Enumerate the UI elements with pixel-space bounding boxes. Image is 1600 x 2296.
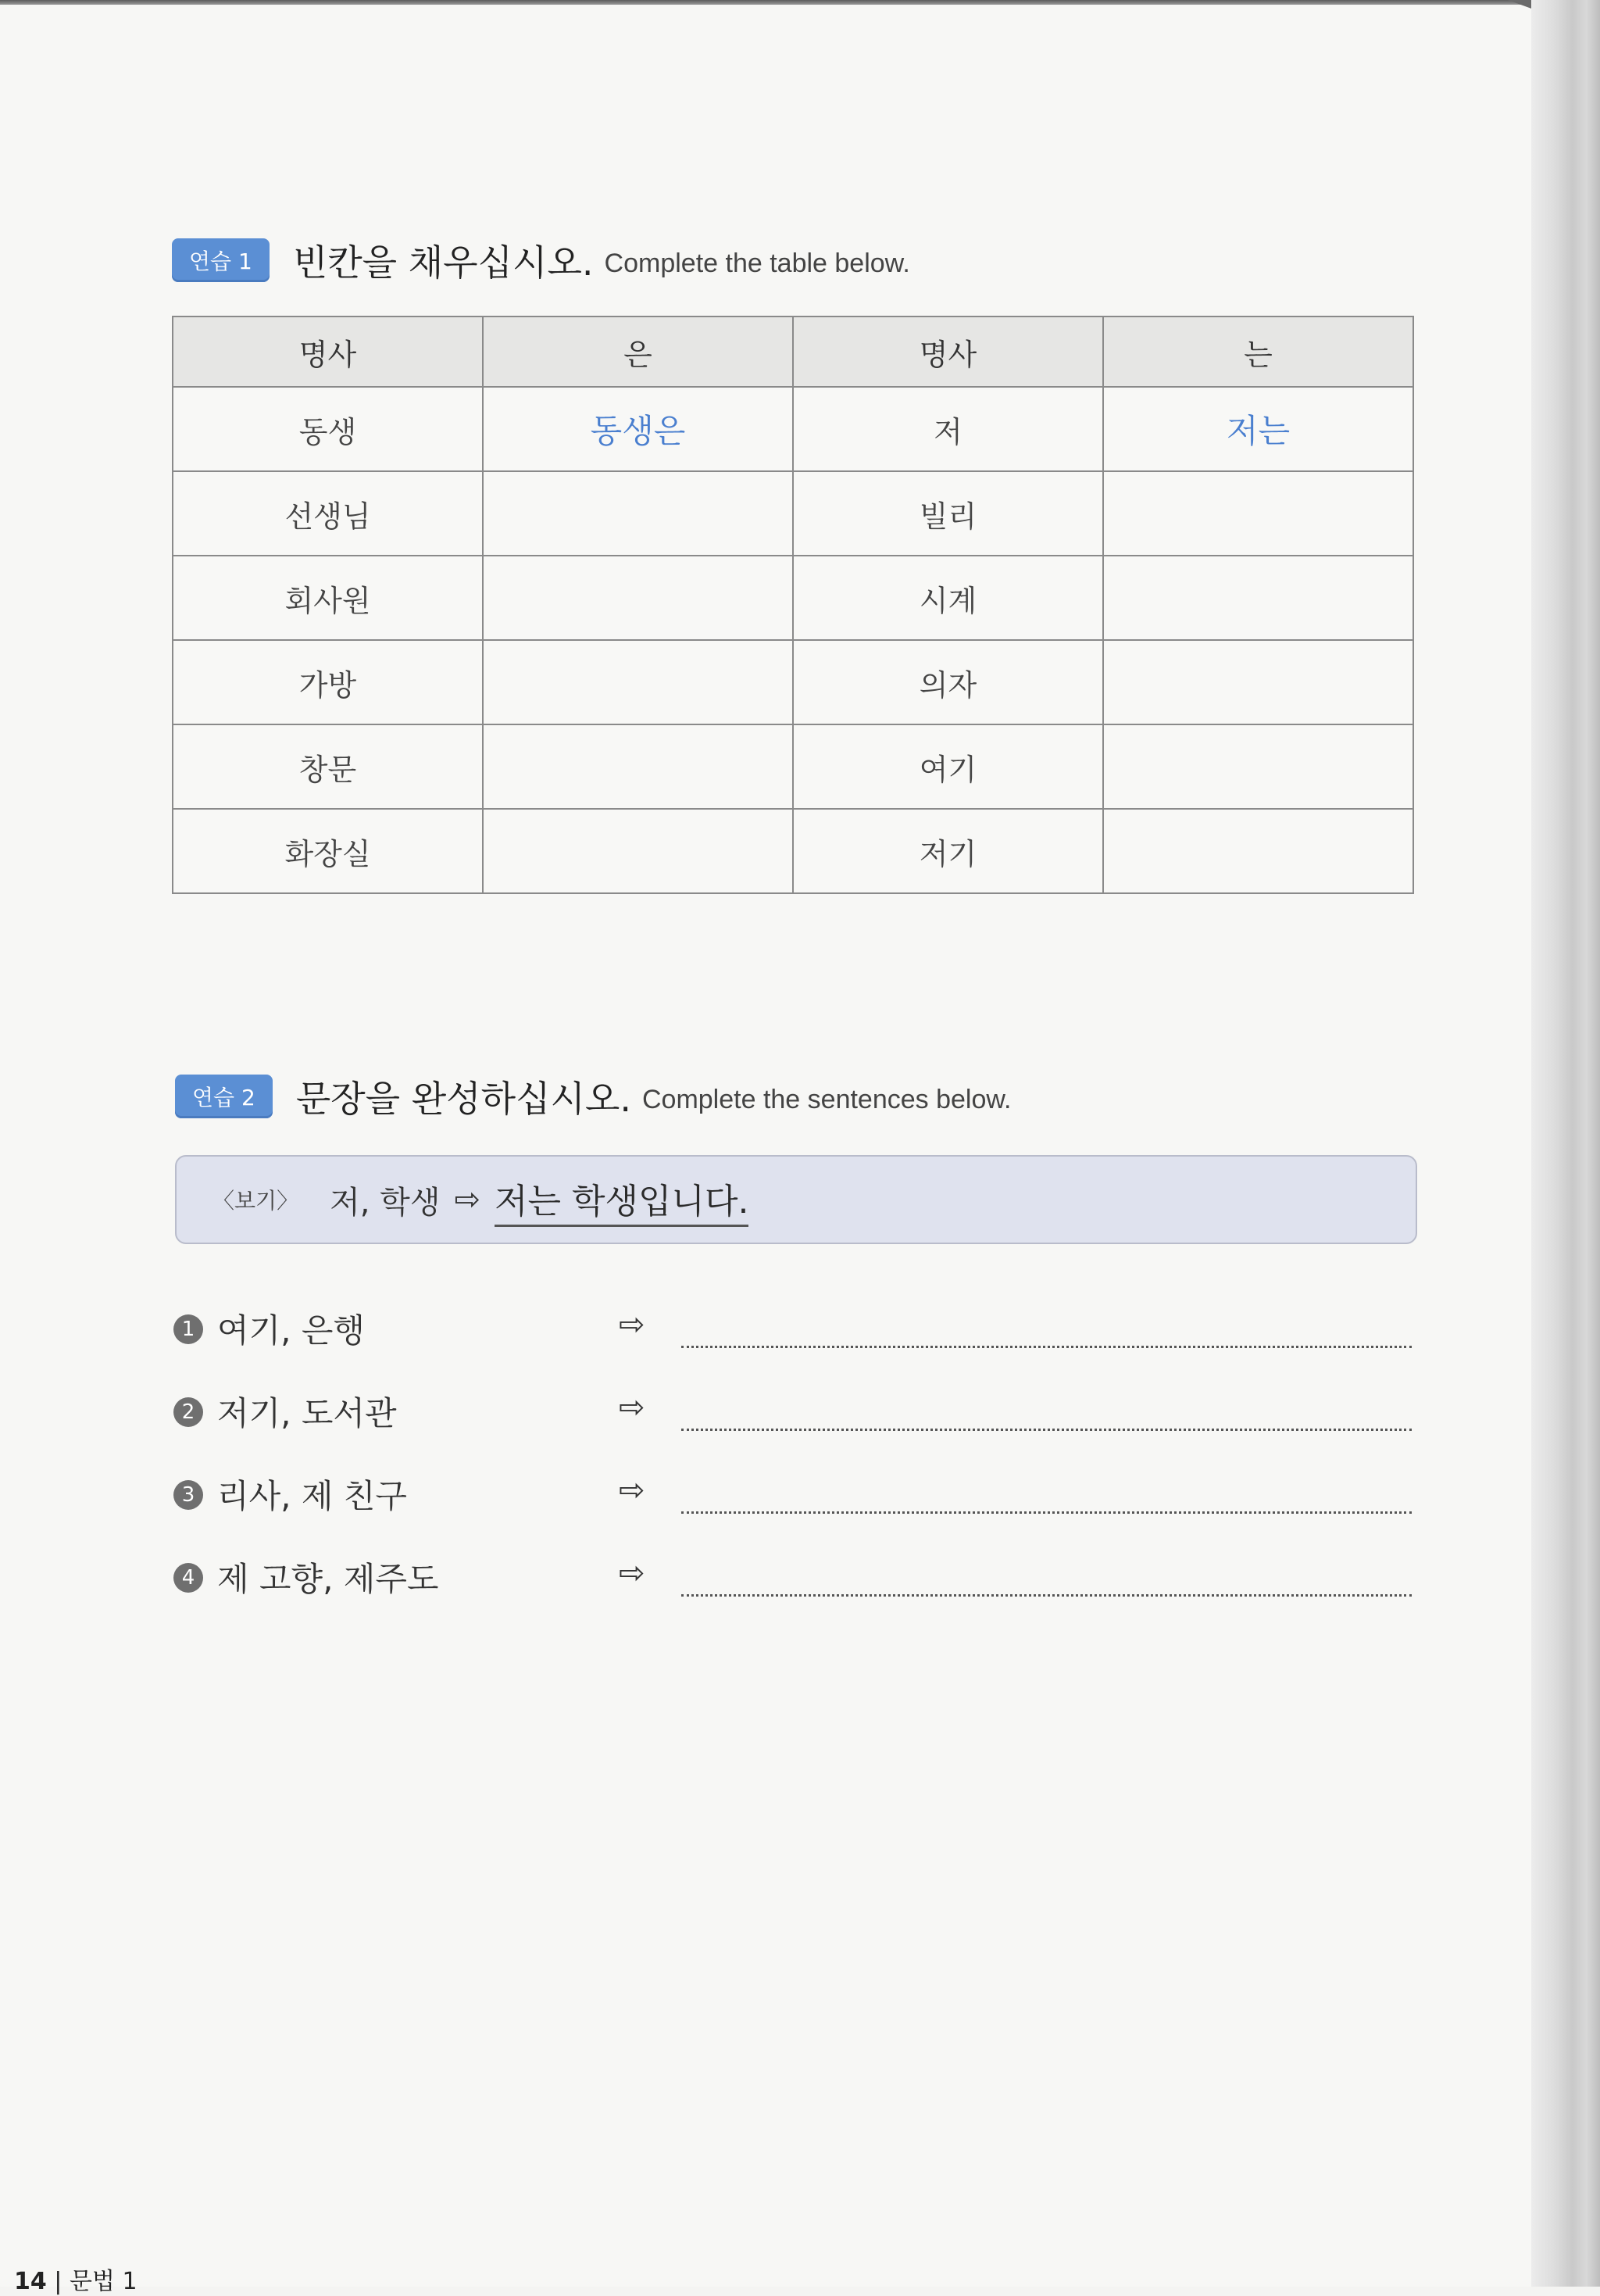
- answer-cell[interactable]: [483, 640, 793, 724]
- fill-in-table: [172, 316, 1414, 894]
- table-row: [173, 724, 1413, 809]
- question-number: 4: [173, 1563, 203, 1593]
- right-arrow-icon: ⇨: [619, 1389, 645, 1425]
- answer-cell[interactable]: [483, 471, 793, 556]
- right-arrow-icon: ⇨: [619, 1307, 645, 1343]
- table-header-row: [173, 317, 1413, 387]
- question-number: 3: [173, 1480, 203, 1510]
- answer-cell[interactable]: [483, 724, 793, 809]
- answer-cell[interactable]: 동생은: [483, 387, 793, 471]
- question-number: 1: [173, 1314, 203, 1344]
- noun-cell: 의자: [793, 640, 1103, 724]
- exercise1-badge: 연습 1: [172, 238, 270, 282]
- section-name: 문법 1: [69, 2268, 138, 2295]
- answer-line[interactable]: [681, 1429, 1412, 1431]
- noun-cell: 시계: [793, 556, 1103, 640]
- scan-top-edge: [0, 0, 1600, 5]
- header-neun: 는: [1103, 317, 1413, 387]
- table-row: [173, 809, 1413, 893]
- answer-cell[interactable]: [1103, 724, 1413, 809]
- question-row: [173, 1554, 1416, 1608]
- example-label: 〈보기〉: [212, 1188, 299, 1214]
- question-text: 제 고향, 제주도: [217, 1560, 439, 1598]
- answer-cell[interactable]: 저는: [1103, 387, 1413, 471]
- footer-separator: |: [54, 2268, 62, 2295]
- exercise1-title-ko: 빈칸을 채우십시오.: [292, 241, 594, 284]
- question-text: 여기, 은행: [217, 1311, 365, 1350]
- table-row: [173, 387, 1413, 471]
- exercise2-badge: 연습 2: [175, 1075, 273, 1118]
- question-number: 2: [173, 1397, 203, 1427]
- answer-line[interactable]: [681, 1346, 1412, 1348]
- header-noun-2: 명사: [793, 317, 1103, 387]
- noun-cell: 회사원: [173, 556, 483, 640]
- question-row: [173, 1305, 1416, 1360]
- answer-cell[interactable]: [483, 809, 793, 893]
- exercise1-heading: [172, 234, 910, 286]
- noun-cell: 빌리: [793, 471, 1103, 556]
- page-spine-edge: [1531, 0, 1600, 2287]
- page-footer: [14, 2262, 138, 2296]
- exercise2-title-en: Complete the sentences below.: [641, 1084, 1012, 1114]
- header-eun: 은: [483, 317, 793, 387]
- example-words: 저, 학생: [330, 1184, 441, 1221]
- exercise1-title-en: Complete the table below.: [604, 248, 910, 278]
- table-row: [173, 640, 1413, 724]
- noun-cell: 여기: [793, 724, 1103, 809]
- example-box: [175, 1155, 1417, 1244]
- question-text: 리사, 제 친구: [217, 1477, 407, 1515]
- right-arrow-icon: ⇨: [619, 1472, 645, 1508]
- answer-cell[interactable]: [1103, 471, 1413, 556]
- answer-line[interactable]: [681, 1511, 1412, 1514]
- answer-cell[interactable]: [1103, 640, 1413, 724]
- noun-cell: 화장실: [173, 809, 483, 893]
- noun-cell: 저: [793, 387, 1103, 471]
- example-answer: 저는 학생입니다.: [495, 1173, 749, 1227]
- table-row: [173, 471, 1413, 556]
- table-row: [173, 556, 1413, 640]
- noun-cell: 동생: [173, 387, 483, 471]
- header-noun-1: 명사: [173, 317, 483, 387]
- noun-cell: 선생님: [173, 471, 483, 556]
- exercise2-heading: [175, 1071, 1012, 1122]
- right-arrow-icon: ⇨: [454, 1182, 480, 1218]
- answer-cell[interactable]: [1103, 809, 1413, 893]
- exercise2-title-ko: 문장을 완성하십시오.: [295, 1078, 631, 1120]
- right-arrow-icon: ⇨: [619, 1555, 645, 1591]
- question-text: 저기, 도서관: [217, 1394, 397, 1432]
- noun-cell: 저기: [793, 809, 1103, 893]
- noun-cell: 가방: [173, 640, 483, 724]
- question-row: [173, 1388, 1416, 1443]
- answer-cell[interactable]: [1103, 556, 1413, 640]
- question-row: [173, 1471, 1416, 1525]
- answer-cell[interactable]: [483, 556, 793, 640]
- noun-cell: 창문: [173, 724, 483, 809]
- page-number: 14: [14, 2268, 47, 2295]
- answer-line[interactable]: [681, 1594, 1412, 1597]
